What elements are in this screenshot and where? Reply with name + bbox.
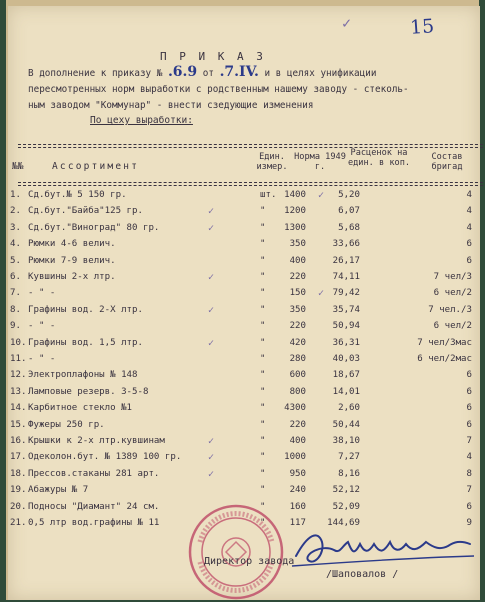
row-norm: 350 [289, 239, 306, 250]
row-price: 33,66 [332, 239, 360, 250]
table-row [8, 387, 480, 403]
intro-text: от [197, 68, 220, 79]
row-price: 40,03 [332, 354, 360, 364]
row-crew: 4 [466, 190, 472, 200]
row-number: 15. [10, 419, 27, 430]
row-crew: 6 чел/2мас [417, 354, 472, 364]
row-assortment: Сд.бут.№ 5 150 гр. [28, 190, 127, 200]
row-assortment: - " - [28, 288, 56, 299]
row-price: 74,11 [332, 272, 360, 282]
row-unit: " [260, 222, 266, 233]
row-unit: " [260, 436, 266, 446]
official-seal [186, 502, 286, 602]
row-assortment: Сд.бут."Байба"125 гр. [28, 206, 143, 217]
row-norm: 4300 [284, 403, 306, 414]
row-norm: 1300 [284, 222, 306, 233]
row-number: 14. [10, 403, 27, 414]
check-mark-icon: ✓ [208, 452, 215, 464]
row-unit: " [260, 288, 266, 299]
row-unit: " [260, 518, 266, 528]
intro-text: и в целях унификации [258, 68, 377, 79]
row-assortment: - " - [28, 354, 56, 364]
director-name: /Шаповалов / [326, 569, 399, 580]
intro-line-2: пересмотренных норм выработки с родственным нашему заводу - стеколь- [28, 84, 409, 95]
row-number: 18. [10, 468, 27, 479]
table-row [8, 354, 480, 370]
row-unit: " [260, 337, 266, 348]
row-norm: 420 [289, 337, 306, 348]
row-norm: 280 [289, 354, 306, 364]
row-crew: 6 [466, 255, 472, 266]
row-assortment: - " - [28, 321, 56, 332]
row-assortment: Графины вод. 2-Х лтр. [28, 304, 143, 315]
check-mark-icon: ✓ [208, 468, 215, 480]
row-unit: " [260, 485, 266, 496]
document-title: П Р И К А З [160, 50, 266, 63]
page-number: 15 [409, 15, 435, 39]
row-unit: " [260, 386, 266, 397]
row-assortment: Карбитное стекло №1 [28, 403, 133, 414]
row-price: 5,20 [338, 190, 360, 200]
row-crew: 4 [466, 206, 472, 217]
row-number: 9. [10, 321, 21, 332]
check-mark-icon: ✓ [318, 190, 325, 201]
check-mark-icon: ✓ [318, 288, 325, 300]
row-unit: " [260, 239, 266, 250]
row-norm: 220 [289, 321, 306, 332]
divider [18, 185, 483, 186]
row-unit: " [260, 272, 266, 282]
row-crew: 6 [466, 386, 472, 397]
col-header-no: №№ [12, 161, 24, 172]
row-number: 4. [10, 239, 21, 250]
row-number: 19. [10, 485, 27, 496]
row-crew: 6 [466, 239, 472, 250]
row-number: 16. [10, 436, 27, 446]
row-crew: 8 [466, 468, 472, 479]
order-date: .7.IV. [219, 64, 259, 80]
row-assortment: Графины вод. 1,5 лтр. [28, 337, 143, 348]
row-price: 26,17 [332, 255, 360, 266]
director-title: Директор завода [204, 556, 295, 567]
row-unit: " [260, 321, 266, 332]
row-crew: 6 [466, 403, 472, 414]
row-unit: " [260, 354, 266, 364]
row-assortment: Крышки к 2-х лтр.кувшинам [28, 436, 165, 446]
row-price: 79,42 [332, 288, 360, 299]
row-norm: 150 [289, 288, 306, 299]
table-row [8, 370, 480, 386]
row-unit: " [260, 304, 266, 315]
divider [18, 147, 483, 148]
row-crew: 7 [466, 436, 472, 446]
row-norm: 400 [289, 436, 306, 446]
row-norm: 220 [289, 419, 306, 430]
divider [18, 144, 483, 145]
row-norm: 240 [289, 485, 306, 496]
row-number: 2. [10, 206, 21, 217]
row-crew: 6 чел/2 [433, 321, 472, 332]
document-sheet [8, 6, 480, 600]
col-header-unit: Един. измер. [256, 152, 288, 172]
row-number: 6. [10, 272, 21, 282]
row-norm: 1000 [284, 452, 306, 463]
table-row [8, 321, 480, 337]
row-price: 50,94 [332, 321, 360, 332]
row-unit: " [260, 206, 266, 217]
subheading: По цеху выработки: [90, 115, 193, 126]
table-row [8, 485, 480, 501]
row-price: 5,68 [338, 222, 360, 233]
check-mark-icon: ✓ [208, 272, 215, 283]
row-assortment: Рюмки 4-6 велич. [28, 239, 116, 250]
row-unit: шт. [260, 190, 277, 200]
row-number: 13. [10, 386, 27, 397]
table-row [8, 338, 480, 354]
col-header-name: Ассортимент [52, 161, 140, 172]
check-mark-icon: ✓ [208, 436, 215, 447]
table-row [8, 436, 480, 452]
row-price: 52,12 [332, 485, 360, 496]
row-price: 38,10 [332, 436, 360, 446]
row-price: 18,67 [332, 370, 360, 381]
row-crew: 6 [466, 501, 472, 512]
row-assortment: 0,5 лтр вод.графины № 11 [28, 518, 160, 528]
table-row [8, 206, 480, 222]
row-price: 2,60 [338, 403, 360, 414]
row-norm: 1400 [284, 190, 306, 200]
check-mark-icon: ✓ [208, 222, 215, 234]
col-header-crew: Состав бригад [431, 152, 463, 172]
table-row [8, 272, 480, 288]
table-row [8, 305, 480, 321]
row-unit: " [260, 370, 266, 381]
row-unit: " [260, 419, 266, 430]
row-crew: 9 [466, 518, 472, 528]
row-crew: 4 [466, 452, 472, 463]
row-norm: 220 [289, 272, 306, 282]
row-norm: 350 [289, 304, 306, 315]
row-unit: " [260, 501, 266, 512]
row-price: 8,16 [338, 468, 360, 479]
row-norm: 800 [289, 386, 306, 397]
row-price: 144,69 [327, 518, 360, 528]
check-mark-icon: ✓ [208, 206, 215, 218]
intro-line-1 [28, 64, 409, 82]
row-number: 10. [10, 337, 27, 348]
check-mark-icon: ✓ [342, 14, 352, 32]
col-header-price: Расценок на един. в коп. [347, 148, 411, 168]
row-unit: " [260, 468, 266, 479]
row-unit: " [260, 452, 266, 463]
row-price: 52,09 [332, 501, 360, 512]
row-assortment: Абажуры № 7 [28, 485, 89, 496]
row-number: 12. [10, 370, 27, 381]
row-crew: 7 чел/3 [433, 272, 472, 282]
row-number: 21. [10, 518, 27, 528]
divider [18, 182, 483, 183]
row-crew: 6 чел/2 [433, 288, 472, 299]
row-assortment: Фужеры 250 гр. [28, 419, 105, 430]
row-price: 6,07 [338, 206, 360, 217]
row-crew: 6 [466, 370, 472, 381]
table-row [8, 288, 480, 304]
table-row [8, 420, 480, 436]
row-norm: 1200 [284, 206, 306, 217]
table-row [8, 469, 480, 485]
table-row [8, 190, 480, 206]
row-norm: 117 [289, 518, 306, 528]
row-number: 3. [10, 222, 21, 233]
table-row [8, 403, 480, 419]
row-crew: 4 [466, 222, 472, 233]
row-number: 1. [10, 190, 21, 200]
row-assortment: Кувшины 2-х лтр. [28, 272, 116, 282]
row-unit: " [260, 403, 266, 414]
row-norm: 950 [289, 468, 306, 479]
row-number: 7. [10, 288, 21, 299]
check-mark-icon: ✓ [208, 337, 215, 349]
intro-line-3: ным заводом "Коммунар" - внести сзедующие изменения [28, 100, 314, 111]
row-norm: 160 [289, 501, 306, 512]
row-norm: 600 [289, 370, 306, 381]
row-price: 14,01 [332, 386, 360, 397]
row-unit: " [260, 255, 266, 266]
table-row [8, 256, 480, 272]
row-assortment: Электроплафоны № 148 [28, 370, 138, 381]
row-assortment: Ламповые резерв. 3-5-8 [28, 386, 149, 397]
row-assortment: Сд.бут."Виноград" 80 гр. [28, 222, 160, 233]
row-price: 50,44 [332, 419, 360, 430]
table-row [8, 239, 480, 255]
check-mark-icon: ✓ [208, 304, 215, 316]
row-number: 5. [10, 255, 21, 266]
row-assortment: Подносы "Диамант" 24 см. [28, 501, 160, 512]
table-row [8, 223, 480, 239]
row-price: 7,27 [338, 452, 360, 463]
intro-paragraph [28, 64, 409, 114]
intro-text: В дополнение к приказу № [28, 68, 168, 79]
col-header-norm: Норма 1949 г. [294, 152, 346, 172]
row-assortment: Рюмки 7-9 велич. [28, 255, 116, 266]
row-price: 35,74 [332, 304, 360, 315]
row-crew: 7 [466, 485, 472, 496]
row-crew: 6 [466, 419, 472, 430]
row-number: 11. [10, 354, 27, 364]
director-signature [288, 526, 478, 572]
row-crew: 7 чел./3 [428, 304, 472, 315]
row-assortment: Одеколон.бут. № 1389 100 гр. [28, 452, 182, 463]
order-number: .6.9 [167, 64, 198, 80]
table-row [8, 452, 480, 468]
row-number: 20. [10, 501, 27, 512]
row-crew: 7 чел/3мас [417, 337, 472, 348]
row-assortment: Прессов.стаканы 281 арт. [28, 468, 160, 479]
row-norm: 400 [289, 255, 306, 266]
row-price: 36,31 [332, 337, 360, 348]
row-number: 8. [10, 304, 21, 315]
row-number: 17. [10, 452, 27, 463]
